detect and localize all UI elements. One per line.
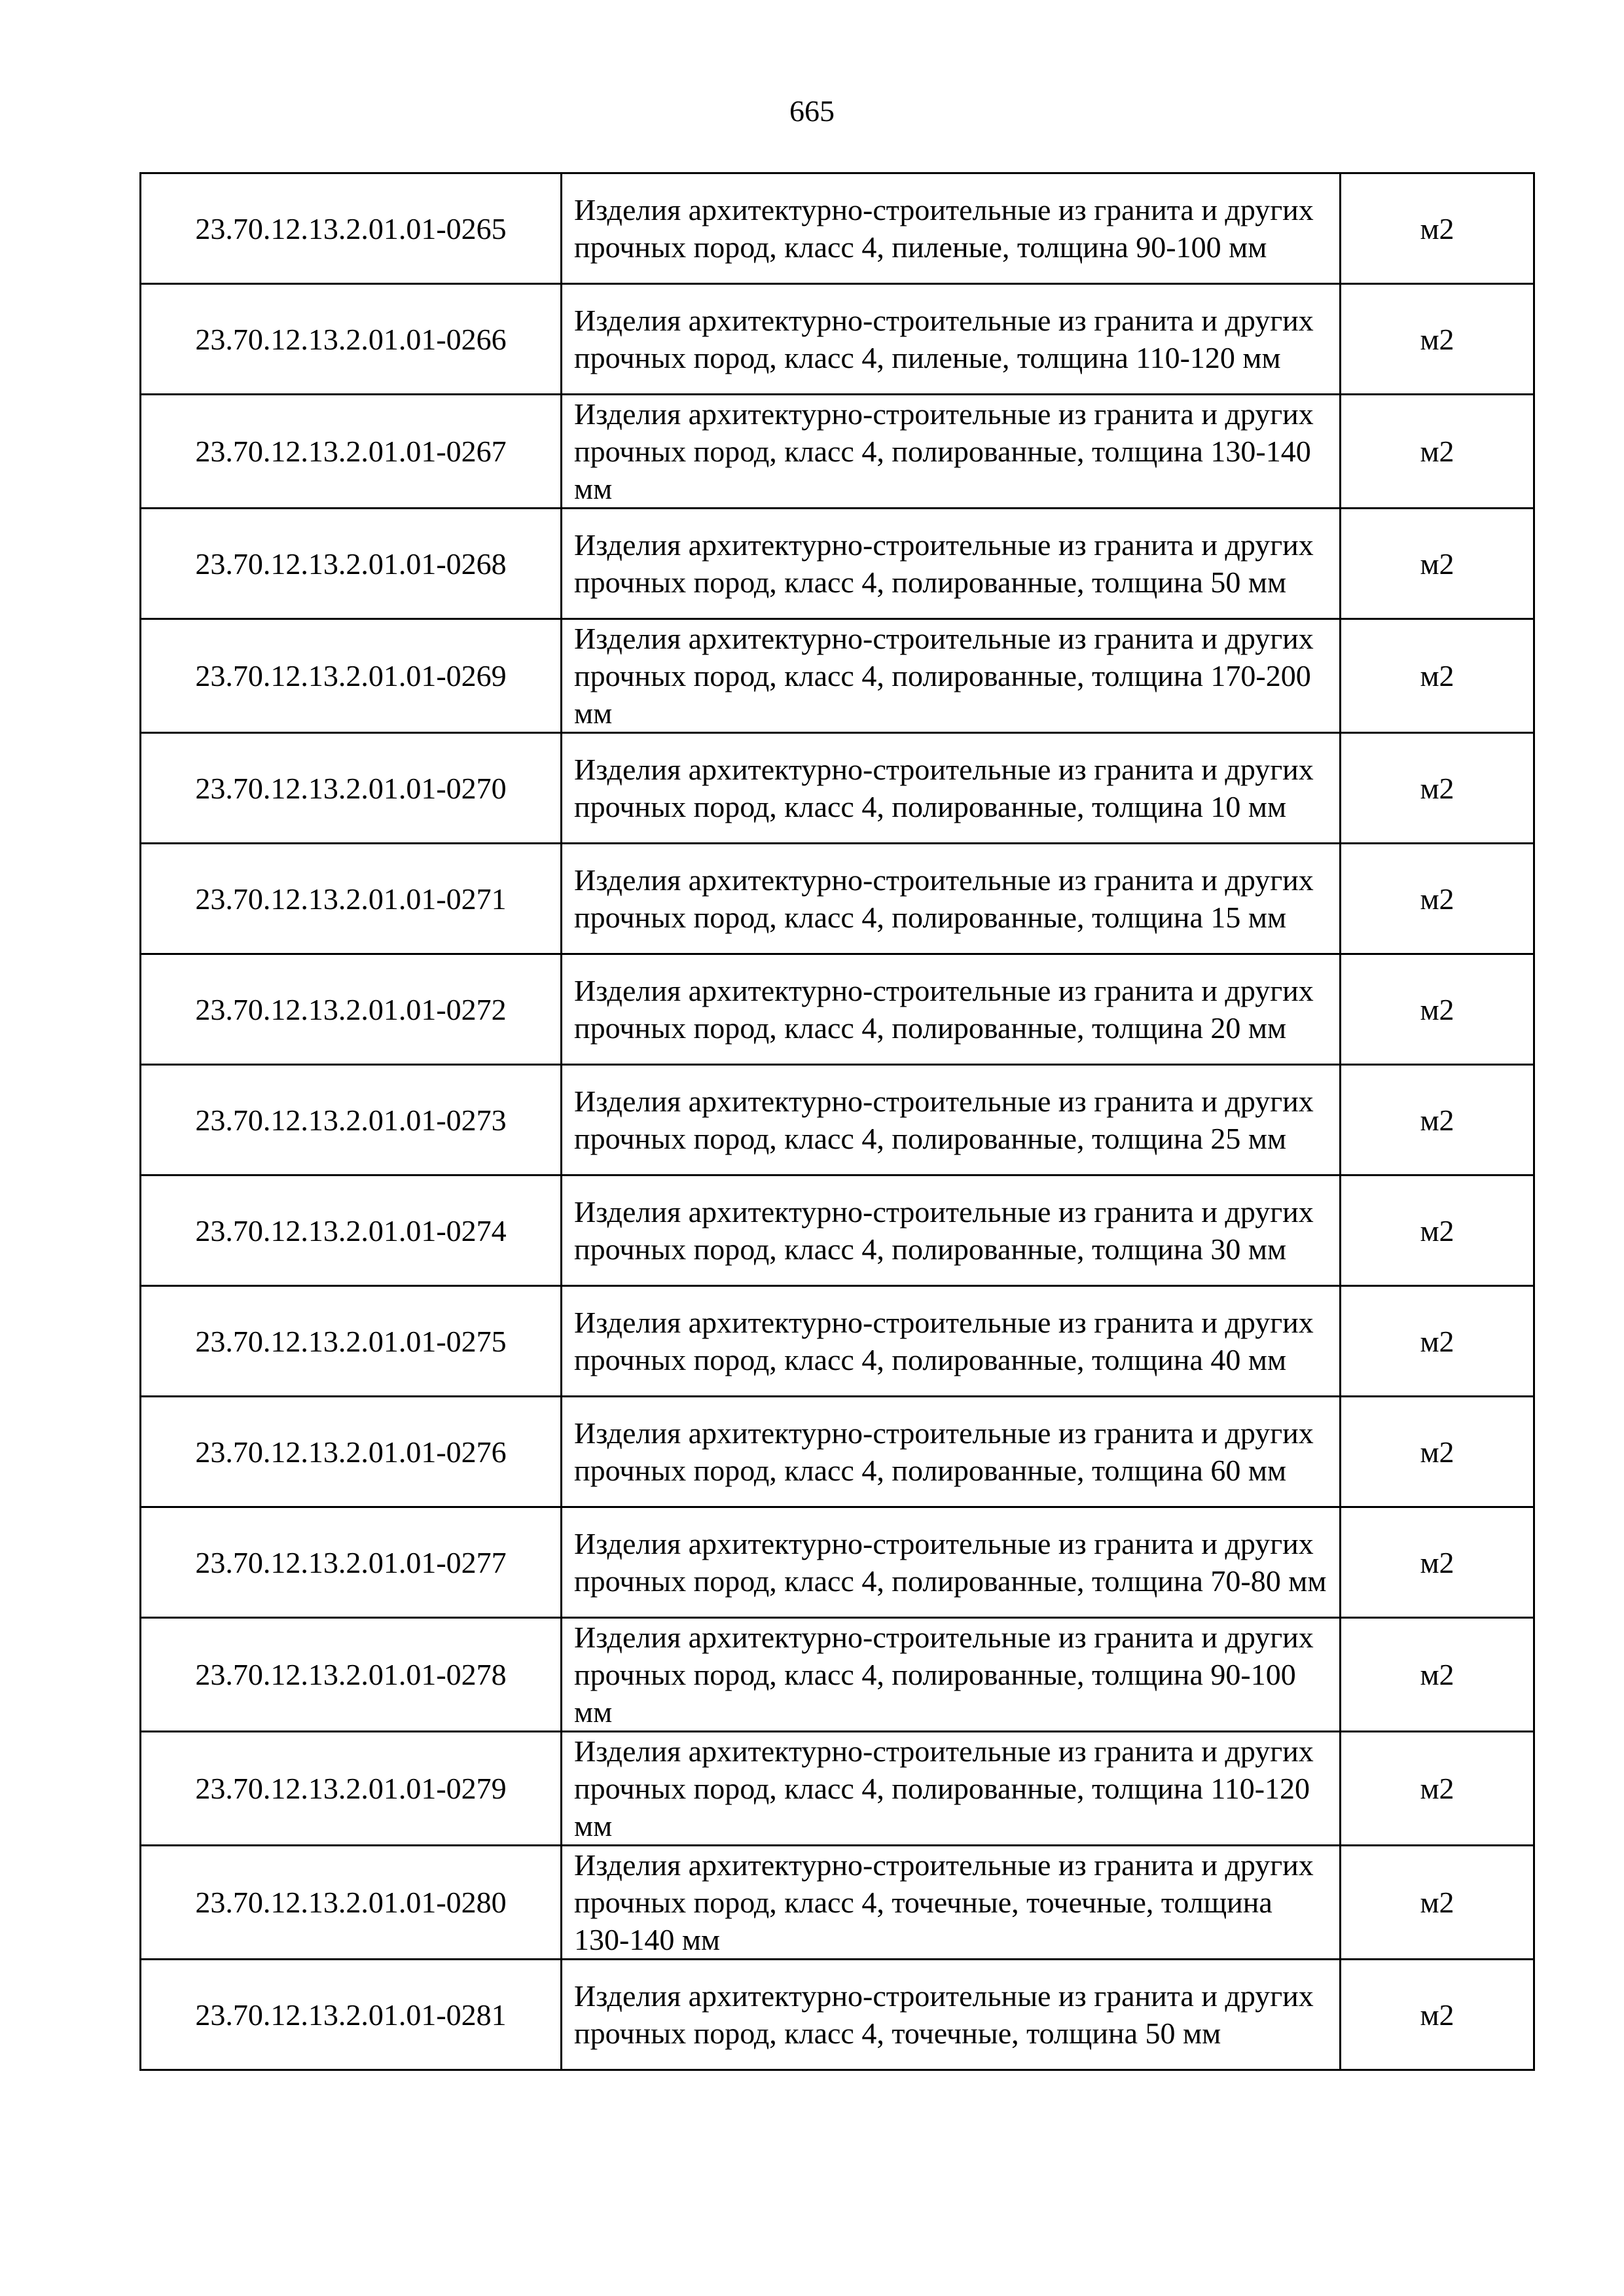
resource-description: Изделия архитектурно-строительные из гранита и других прочных пород, класс 4, полированные, толщина 25 мм xyxy=(562,1065,1341,1175)
resource-description: Изделия архитектурно-строительные из гранита и других прочных пород, класс 4, полированные, толщина 30 мм xyxy=(562,1175,1341,1286)
table-row xyxy=(141,1065,1534,1175)
unit-of-measure: м2 xyxy=(1341,844,1534,954)
resource-code: 23.70.12.13.2.01.01-0266 xyxy=(141,284,562,395)
resource-code: 23.70.12.13.2.01.01-0268 xyxy=(141,509,562,619)
resource-code: 23.70.12.13.2.01.01-0265 xyxy=(141,173,562,284)
table-row xyxy=(141,1397,1534,1507)
resource-code: 23.70.12.13.2.01.01-0271 xyxy=(141,844,562,954)
unit-of-measure: м2 xyxy=(1341,1286,1534,1397)
unit-of-measure: м2 xyxy=(1341,733,1534,844)
page-number: 665 xyxy=(789,94,835,128)
table-row xyxy=(141,509,1534,619)
resource-code: 23.70.12.13.2.01.01-0281 xyxy=(141,1960,562,2070)
unit-of-measure: м2 xyxy=(1341,173,1534,284)
unit-of-measure: м2 xyxy=(1341,509,1534,619)
resource-description: Изделия архитектурно-строительные из гранита и других прочных пород, класс 4, полированные, толщина 130-140 мм xyxy=(562,395,1341,509)
table-row xyxy=(141,395,1534,509)
resource-description: Изделия архитектурно-строительные из гранита и других прочных пород, класс 4, полированные, толщина 40 мм xyxy=(562,1286,1341,1397)
resource-code: 23.70.12.13.2.01.01-0270 xyxy=(141,733,562,844)
resource-code: 23.70.12.13.2.01.01-0274 xyxy=(141,1175,562,1286)
unit-of-measure: м2 xyxy=(1341,1507,1534,1618)
table-row xyxy=(141,619,1534,733)
table-row xyxy=(141,1732,1534,1846)
resource-description: Изделия архитектурно-строительные из гранита и других прочных пород, класс 4, полированные, толщина 15 мм xyxy=(562,844,1341,954)
unit-of-measure: м2 xyxy=(1341,1397,1534,1507)
resource-code: 23.70.12.13.2.01.01-0277 xyxy=(141,1507,562,1618)
resource-description: Изделия архитектурно-строительные из гранита и других прочных пород, класс 4, полированные, толщина 60 мм xyxy=(562,1397,1341,1507)
table-row xyxy=(141,284,1534,395)
resource-code: 23.70.12.13.2.01.01-0269 xyxy=(141,619,562,733)
table-row xyxy=(141,1286,1534,1397)
table-row xyxy=(141,1618,1534,1732)
resource-code: 23.70.12.13.2.01.01-0276 xyxy=(141,1397,562,1507)
resource-description: Изделия архитектурно-строительные из гранита и других прочных пород, класс 4, точечные, точечные, толщина 130-140 мм xyxy=(562,1846,1341,1960)
resource-code: 23.70.12.13.2.01.01-0267 xyxy=(141,395,562,509)
resource-code: 23.70.12.13.2.01.01-0279 xyxy=(141,1732,562,1846)
resource-code: 23.70.12.13.2.01.01-0280 xyxy=(141,1846,562,1960)
resource-description: Изделия архитектурно-строительные из гранита и других прочных пород, класс 4, полированные, толщина 110-120 мм xyxy=(562,1732,1341,1846)
unit-of-measure: м2 xyxy=(1341,1175,1534,1286)
table-row xyxy=(141,1960,1534,2070)
resource-code: 23.70.12.13.2.01.01-0278 xyxy=(141,1618,562,1732)
table-row xyxy=(141,733,1534,844)
unit-of-measure: м2 xyxy=(1341,1618,1534,1732)
resource-description: Изделия архитектурно-строительные из гранита и других прочных пород, класс 4, полированные, толщина 20 мм xyxy=(562,954,1341,1065)
table-row xyxy=(141,1175,1534,1286)
unit-of-measure: м2 xyxy=(1341,1960,1534,2070)
unit-of-measure: м2 xyxy=(1341,1065,1534,1175)
table-row xyxy=(141,1846,1534,1960)
resource-table xyxy=(139,172,1535,2071)
unit-of-measure: м2 xyxy=(1341,619,1534,733)
unit-of-measure: м2 xyxy=(1341,1732,1534,1846)
resource-description: Изделия архитектурно-строительные из гранита и других прочных пород, класс 4, полированные, толщина 50 мм xyxy=(562,509,1341,619)
resource-description: Изделия архитектурно-строительные из гранита и других прочных пород, класс 4, полированные, толщина 90-100 мм xyxy=(562,1618,1341,1732)
resource-description: Изделия архитектурно-строительные из гранита и других прочных пород, класс 4, пиленые, толщина 110-120 мм xyxy=(562,284,1341,395)
table-row xyxy=(141,844,1534,954)
unit-of-measure: м2 xyxy=(1341,1846,1534,1960)
resource-code: 23.70.12.13.2.01.01-0275 xyxy=(141,1286,562,1397)
resource-description: Изделия архитектурно-строительные из гранита и других прочных пород, класс 4, полированные, толщина 10 мм xyxy=(562,733,1341,844)
table-row xyxy=(141,954,1534,1065)
resource-description: Изделия архитектурно-строительные из гранита и других прочных пород, класс 4, точечные, толщина 50 мм xyxy=(562,1960,1341,2070)
resource-description: Изделия архитектурно-строительные из гранита и других прочных пород, класс 4, полированные, толщина 70-80 мм xyxy=(562,1507,1341,1618)
resource-code: 23.70.12.13.2.01.01-0273 xyxy=(141,1065,562,1175)
unit-of-measure: м2 xyxy=(1341,284,1534,395)
resource-description: Изделия архитектурно-строительные из гранита и других прочных пород, класс 4, пиленые, толщина 90-100 мм xyxy=(562,173,1341,284)
table-row xyxy=(141,173,1534,284)
unit-of-measure: м2 xyxy=(1341,395,1534,509)
resource-code: 23.70.12.13.2.01.01-0272 xyxy=(141,954,562,1065)
resource-description: Изделия архитектурно-строительные из гранита и других прочных пород, класс 4, полированные, толщина 170-200 мм xyxy=(562,619,1341,733)
table-row xyxy=(141,1507,1534,1618)
unit-of-measure: м2 xyxy=(1341,954,1534,1065)
